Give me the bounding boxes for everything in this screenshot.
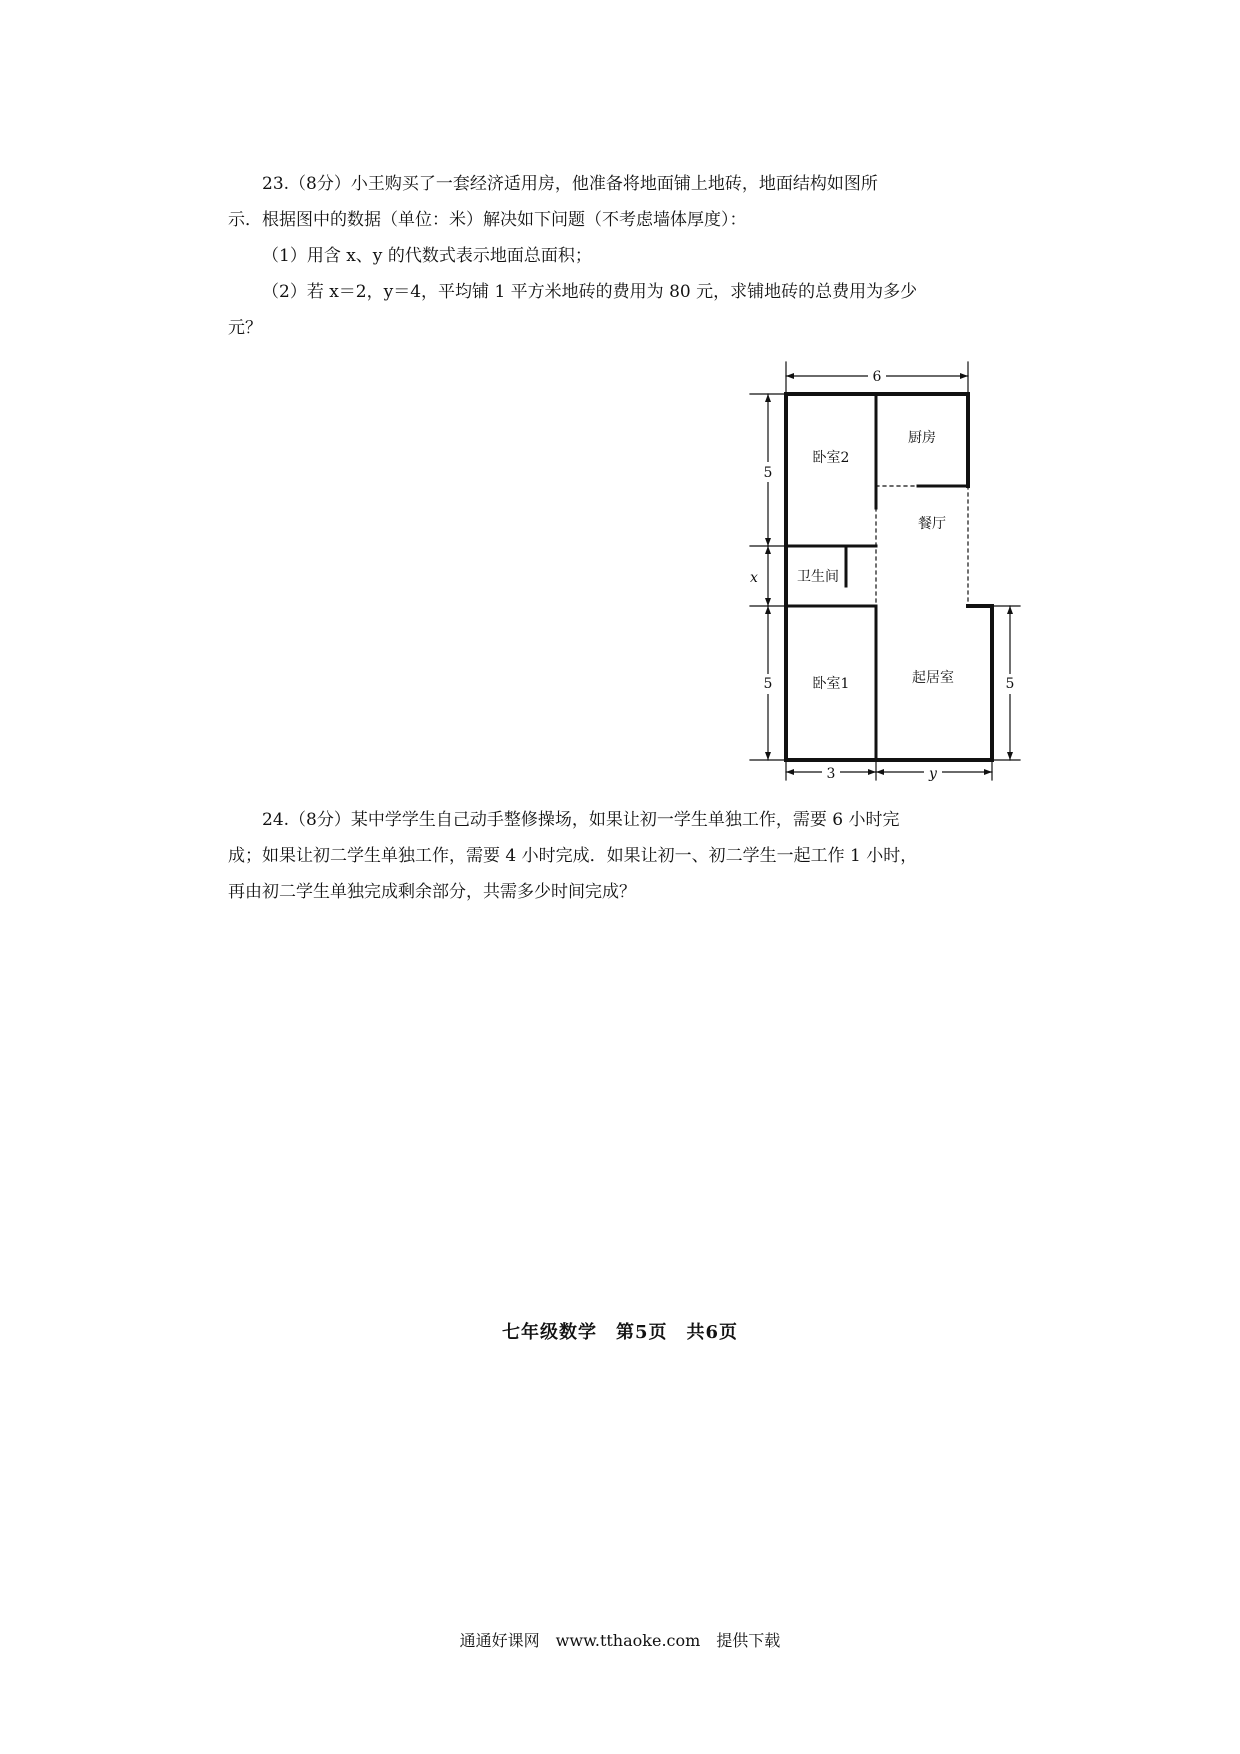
dim-right-lower: 5 — [1005, 676, 1015, 692]
q23-stem-line2: 示．根据图中的数据（单位：米）解决如下问题（不考虑墙体厚度）： — [228, 210, 747, 230]
source-footer: 通通好课网 www.tthaoke.com 提供下载 — [459, 1631, 781, 1650]
dimension-lines — [750, 362, 1020, 780]
room-label-kitchen: 厨房 — [908, 430, 936, 446]
dashed-openings — [876, 486, 968, 606]
room-label-bathroom: 卫生间 — [797, 569, 839, 585]
q23-stem-line1: 23.（8分）小王购买了一套经济适用房，他准备将地面铺上地砖，地面结构如图所 — [262, 174, 878, 194]
dim-bottom-right: y — [929, 766, 937, 782]
dim-left-lower: 5 — [763, 676, 773, 692]
dim-left-upper: 5 — [763, 465, 773, 481]
page-footer: 七年级数学 第5页 共6页 — [501, 1322, 739, 1343]
dim-bottom-left: 3 — [826, 766, 836, 782]
q24-line3: 再由初二学生单独完成剩余部分，共需多少时间完成？ — [228, 882, 636, 902]
dim-left-middle: x — [750, 570, 758, 586]
q23-part1: （1）用含 x、y 的代数式表示地面总面积； — [262, 246, 592, 266]
floor-plan-diagram — [740, 360, 1040, 800]
q23-part2-line2: 元？ — [228, 318, 262, 338]
room-label-living: 起居室 — [912, 670, 954, 686]
question-23 — [228, 166, 1028, 346]
q24-line1: 24.（8分）某中学学生自己动手整修操场，如果让初一学生单独工作，需要 6 小时完 — [262, 810, 900, 830]
question-24 — [228, 802, 1028, 910]
room-label-bedroom2: 卧室2 — [812, 450, 850, 466]
room-label-dining: 餐厅 — [918, 516, 946, 532]
dim-top-width: 6 — [872, 369, 882, 385]
q24-line2: 成；如果让初二学生单独工作，需要 4 小时完成．如果让初一、初二学生一起工作 1 小时， — [228, 846, 918, 866]
room-label-bedroom1: 卧室1 — [812, 676, 850, 692]
q23-part2-line1: （2）若 x＝2，y＝4，平均铺 1 平方米地砖的费用为 80 元，求铺地砖的总费用为多少 — [262, 282, 918, 302]
